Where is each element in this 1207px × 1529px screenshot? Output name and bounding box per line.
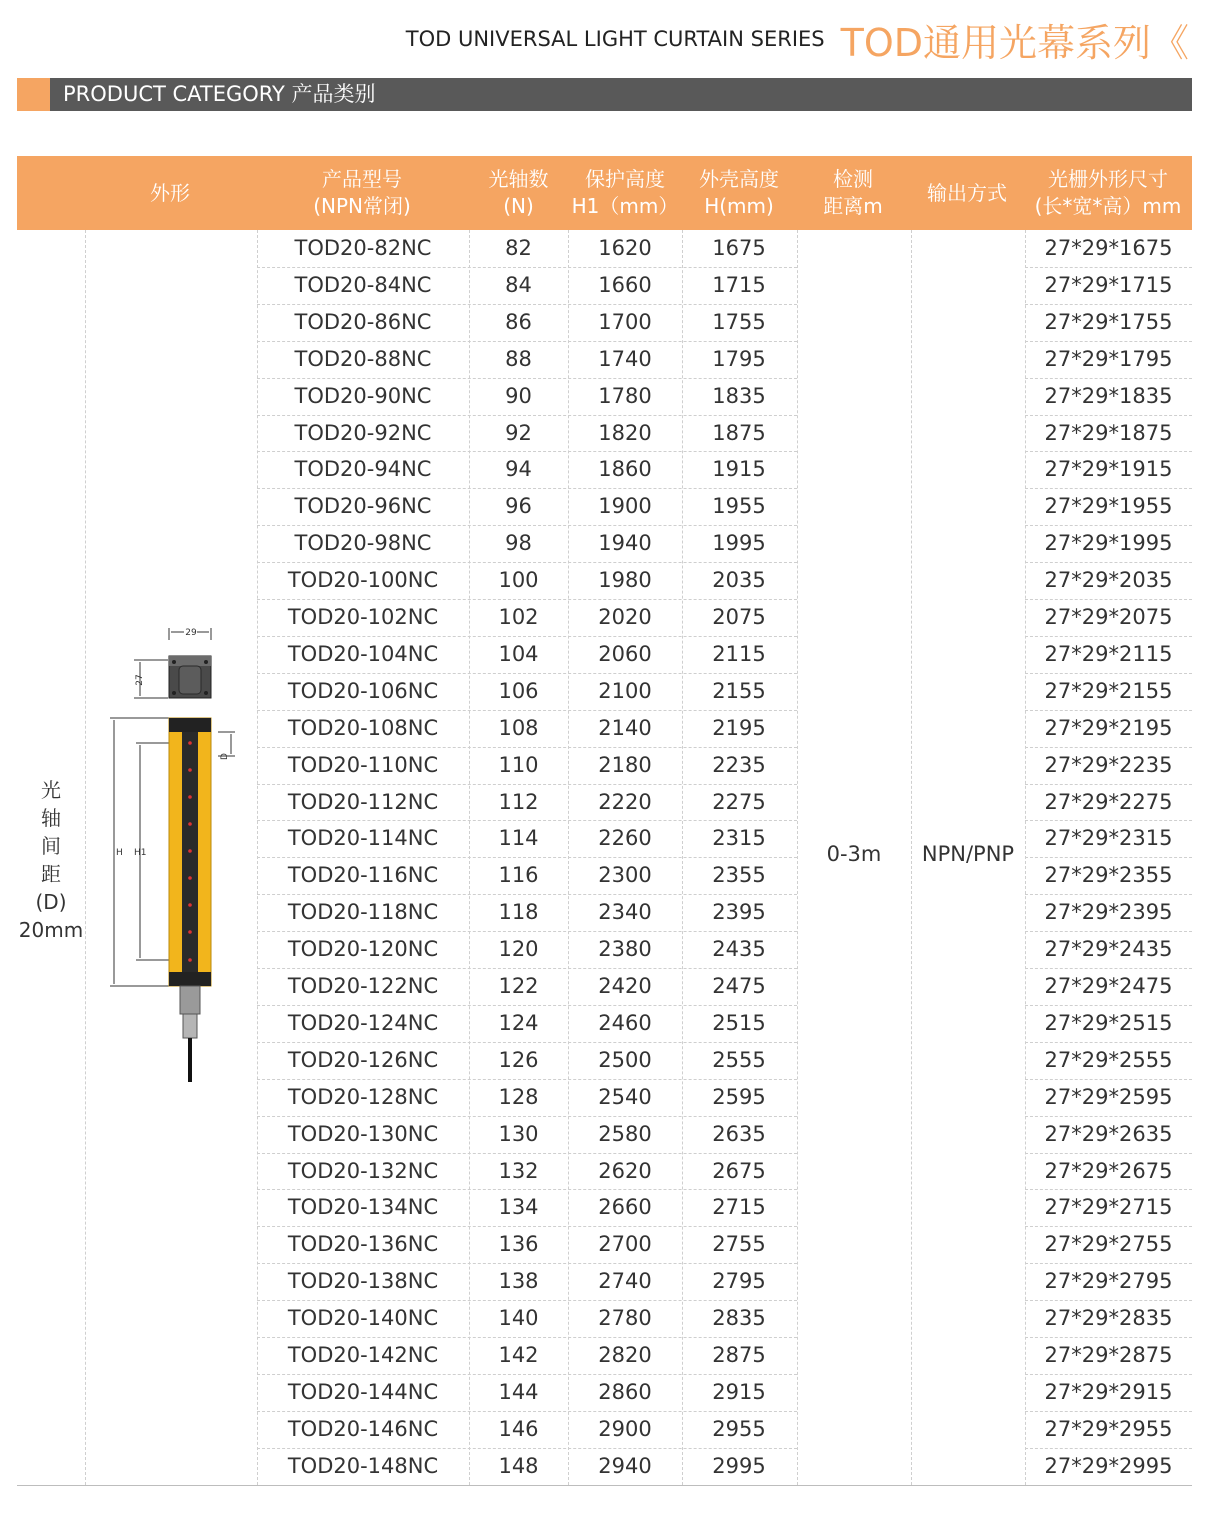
axes-cell: 126 [498,1047,539,1072]
model-cell: TOD20-110NC [287,752,439,777]
dimensions-cell: 27*29*1675 [1044,236,1173,260]
page-header [406,14,1189,64]
section-bar [17,78,1192,111]
axes-cell: 90 [505,383,532,408]
model-cell: TOD20-116NC [287,863,439,888]
model-cell: TOD20-142NC [287,1343,439,1367]
protection-height-cell: 2900 [598,1416,652,1441]
protection-height-cell: 1820 [598,420,652,445]
shell-height-cell: 2915 [712,1379,766,1404]
shell-height-cell: 1835 [712,383,766,408]
model-cell: TOD20-144NC [287,1379,439,1404]
dimensions-cell: 27*29*2275 [1044,789,1173,814]
header-shell-height: 外壳高度 H(mm) [699,167,779,218]
series-title-en: TOD UNIVERSAL LIGHT CURTAIN SERIES [405,27,825,51]
axes-cell: 116 [498,863,539,888]
axes-cell: 148 [498,1453,539,1478]
shell-height-cell: 2755 [712,1232,766,1257]
model-cell: TOD20-134NC [287,1195,439,1220]
axes-cell: 136 [498,1232,539,1257]
dimensions-cell: 27*29*1715 [1044,272,1173,297]
model-cell: TOD20-102NC [287,605,439,629]
dimensions-cell: 27*29*2115 [1044,641,1173,666]
protection-height-cell: 2340 [598,900,652,925]
shell-height-cell: 2515 [712,1010,766,1035]
shell-height-cell: 2955 [712,1416,766,1441]
column-divider [85,230,86,1485]
protection-height-cell: 2260 [598,826,652,851]
dimensions-cell: 27*29*2595 [1044,1084,1173,1109]
shell-height-cell: 1795 [712,346,766,371]
protection-height-cell: 2220 [598,789,652,814]
header-shape: 外形 [150,180,190,205]
column-divider [682,230,683,1485]
axes-cell: 134 [498,1195,539,1220]
axes-cell: 112 [498,789,539,814]
protection-height-cell: 2740 [598,1269,652,1294]
protection-height-cell: 1700 [598,309,652,334]
depth-dim-label: 27 [135,674,145,686]
shell-height-cell: 1955 [712,494,766,519]
axes-cell: 132 [498,1158,539,1183]
model-cell: TOD20-84NC [294,272,432,297]
shell-height-cell: 2395 [712,900,766,925]
shell-height-cell: 2835 [712,1306,766,1331]
shell-height-cell: 2035 [712,568,766,593]
protection-height-cell: 2100 [598,678,652,703]
model-cell: TOD20-88NC [294,346,432,371]
shell-height-cell: 1675 [712,236,766,260]
shell-height-cell: 2715 [712,1195,766,1220]
protection-height-cell: 2140 [598,715,652,740]
protection-height-cell: 2700 [598,1232,652,1257]
model-cell: TOD20-128NC [287,1084,439,1109]
dimensions-cell: 27*29*2475 [1044,974,1173,998]
shell-height-cell: 2595 [712,1084,766,1109]
dimensions-cell: 27*29*1835 [1044,383,1173,408]
model-cell: TOD20-148NC [287,1453,439,1478]
protection-height-cell: 2580 [598,1121,652,1146]
model-cell: TOD20-92NC [294,420,432,445]
dimensions-cell: 27*29*2955 [1044,1416,1173,1441]
shell-height-cell: 2315 [712,826,766,851]
axes-cell: 102 [498,605,539,629]
model-cell: TOD20-96NC [294,494,432,519]
model-cell: TOD20-114NC [287,826,439,851]
dimensions-cell: 27*29*2075 [1044,605,1173,629]
model-cell: TOD20-132NC [287,1158,439,1183]
protection-height-cell: 1940 [598,531,652,556]
protection-height-cell: 1860 [598,457,652,482]
width-dim-label: 29 [185,628,197,638]
section-accent [17,78,50,111]
protection-height-cell: 2020 [598,605,652,629]
dimensions-cell: 27*29*1755 [1044,309,1173,334]
model-cell: TOD20-130NC [287,1121,439,1146]
model-cell: TOD20-94NC [294,457,432,482]
protection-height-cell: 2300 [598,863,652,888]
header-axes: 光轴数 (N) [488,167,549,218]
axes-cell: 82 [505,236,532,260]
protection-height-cell: 2420 [598,974,652,998]
protection-height-cell: 1620 [598,236,652,260]
axes-cell: 84 [505,272,532,297]
axes-cell: 124 [498,1010,539,1035]
axes-cell: 130 [498,1121,539,1146]
protection-height-cell: 2500 [598,1047,652,1072]
shell-height-cell: 2875 [712,1343,766,1367]
shell-height-cell: 1755 [712,309,766,334]
model-cell: TOD20-106NC [287,678,439,703]
shell-height-cell: 2355 [712,863,766,888]
model-cell: TOD20-90NC [294,383,432,408]
axes-cell: 94 [505,457,532,482]
dimensions-cell: 27*29*1915 [1044,457,1173,482]
section-title: PRODUCT CATEGORY 产品类别 [63,82,376,106]
axes-cell: 142 [498,1343,539,1367]
protection-height-cell: 2820 [598,1343,652,1367]
dimensions-cell: 27*29*2395 [1044,900,1173,925]
axes-cell: 110 [498,752,539,777]
header-output-mode: 输出方式 [927,180,1007,205]
column-divider [469,230,470,1485]
axes-cell: 100 [498,568,539,593]
dimensions-cell: 27*29*2875 [1044,1343,1173,1367]
axes-cell: 86 [505,309,532,334]
dimensions-cell: 27*29*2315 [1044,826,1173,851]
model-cell: TOD20-86NC [294,309,432,334]
dimensions-cell: 27*29*2195 [1044,715,1173,740]
protection-height-cell: 2540 [598,1084,652,1109]
shell-height-cell: 2795 [712,1269,766,1294]
dimensions-cell: 27*29*2355 [1044,863,1173,888]
protection-height-cell: 1900 [598,494,652,519]
axes-cell: 104 [498,641,539,666]
axes-cell: 146 [498,1416,539,1441]
model-cell: TOD20-104NC [287,641,439,666]
shell-height-cell: 1995 [712,531,766,556]
shell-height-cell: 2635 [712,1121,766,1146]
model-cell: TOD20-138NC [287,1269,439,1294]
axes-cell: 144 [498,1379,539,1404]
model-cell: TOD20-122NC [287,974,439,998]
protection-height-cell: 1660 [598,272,652,297]
shell-height-cell: 2275 [712,789,766,814]
axes-cell: 120 [498,937,539,962]
protection-height-cell: 2940 [598,1453,652,1478]
model-cell: TOD20-146NC [287,1416,439,1441]
light-curtain-diagram [100,620,250,1090]
output-mode-value: NPN/PNP [921,842,1015,866]
header-dimensions: 光栅外形尺寸 (长*宽*高）mm [1034,167,1182,218]
dimensions-cell: 27*29*2755 [1044,1232,1173,1257]
shell-height-cell: 2115 [712,641,766,666]
model-cell: TOD20-108NC [287,715,439,740]
axis-spacing-label: 光 轴 间 距 (D) 20mm [18,778,84,942]
spacing-dim-label: D [220,753,230,760]
protection-height-cell: 2860 [598,1379,652,1404]
shell-height-cell: 1875 [712,420,766,445]
axes-cell: 106 [498,678,539,703]
side-view [110,718,235,1082]
protection-height-cell: 2180 [598,752,652,777]
header-detection-distance: 检测 距离m [823,167,883,218]
shell-height-cell: 2475 [712,974,766,998]
protection-height-cell: 2060 [598,641,652,666]
axes-cell: 114 [498,826,539,851]
shell-height-cell: 2555 [712,1047,766,1072]
axes-cell: 118 [498,900,539,925]
shell-height-cell: 2155 [712,678,766,703]
shell-height-cell: 2995 [712,1453,766,1478]
protection-height-cell: 2780 [598,1306,652,1331]
axes-cell: 138 [498,1269,539,1294]
shell-height-cell: 2195 [712,715,766,740]
protection-height-dim-label: H1 [134,848,147,858]
axes-cell: 98 [505,531,532,556]
dimensions-cell: 27*29*2835 [1044,1306,1173,1331]
axes-cell: 96 [505,494,532,519]
axes-cell: 140 [498,1306,539,1331]
header-protection-height: 保护高度 H1（mm） [571,167,679,218]
protection-height-cell: 2380 [598,937,652,962]
model-cell: TOD20-82NC [294,236,432,260]
detection-distance-value: 0-3m [826,842,882,866]
header-model: 产品型号 (NPN常闭) [313,167,411,218]
column-divider [568,230,569,1485]
table-header [17,156,1192,230]
dimensions-cell: 27*29*1795 [1044,346,1173,371]
shell-height-cell: 2075 [712,605,766,629]
model-cell: TOD20-120NC [287,937,439,962]
dimensions-cell: 27*29*1995 [1044,531,1173,556]
dimensions-cell: 27*29*1955 [1044,494,1173,519]
dimensions-cell: 27*29*2635 [1044,1121,1173,1146]
protection-height-cell: 2460 [598,1010,652,1035]
protection-height-cell: 2660 [598,1195,652,1220]
dimensions-cell: 27*29*2155 [1044,678,1173,703]
top-view [134,628,211,698]
shell-height-cell: 2235 [712,752,766,777]
dimensions-cell: 27*29*2715 [1044,1195,1173,1220]
model-cell: TOD20-100NC [287,568,439,593]
dimensions-cell: 27*29*2995 [1044,1453,1173,1478]
axes-cell: 128 [498,1084,539,1109]
model-cell: TOD20-98NC [294,531,432,556]
dimensions-cell: 27*29*1875 [1044,420,1173,445]
model-cell: TOD20-124NC [287,1010,439,1035]
protection-height-cell: 2620 [598,1158,652,1183]
protection-height-cell: 1980 [598,568,652,593]
protection-height-cell: 1740 [598,346,652,371]
dimensions-cell: 27*29*2795 [1044,1269,1173,1294]
shell-height-cell: 2675 [712,1158,766,1183]
shell-height-cell: 2435 [712,937,766,962]
series-title-cn: TOD通用光幕系列《 [840,20,1189,65]
dimensions-cell: 27*29*2915 [1044,1379,1173,1404]
model-cell: TOD20-140NC [287,1306,439,1331]
column-divider [257,230,258,1485]
protection-height-cell: 1780 [598,383,652,408]
dimensions-cell: 27*29*2675 [1044,1158,1173,1183]
axes-cell: 88 [505,346,532,371]
dimensions-cell: 27*29*2515 [1044,1010,1173,1035]
model-cell: TOD20-118NC [287,900,439,925]
model-cell: TOD20-126NC [287,1047,439,1072]
axes-cell: 122 [498,974,539,998]
axes-cell: 108 [498,715,539,740]
dimensions-cell: 27*29*2035 [1044,568,1173,593]
shell-height-cell: 1715 [712,272,766,297]
height-dim-label: H [116,848,123,858]
dimensions-cell: 27*29*2435 [1044,937,1173,962]
dimensions-cell: 27*29*2235 [1044,752,1173,777]
axes-cell: 92 [505,420,532,445]
dimensions-cell: 27*29*2555 [1044,1047,1173,1072]
model-cell: TOD20-112NC [287,789,439,814]
table-bottom-border [17,1485,1192,1486]
shell-height-cell: 1915 [712,457,766,482]
model-cell: TOD20-136NC [287,1232,439,1257]
column-divider [1025,230,1026,1485]
